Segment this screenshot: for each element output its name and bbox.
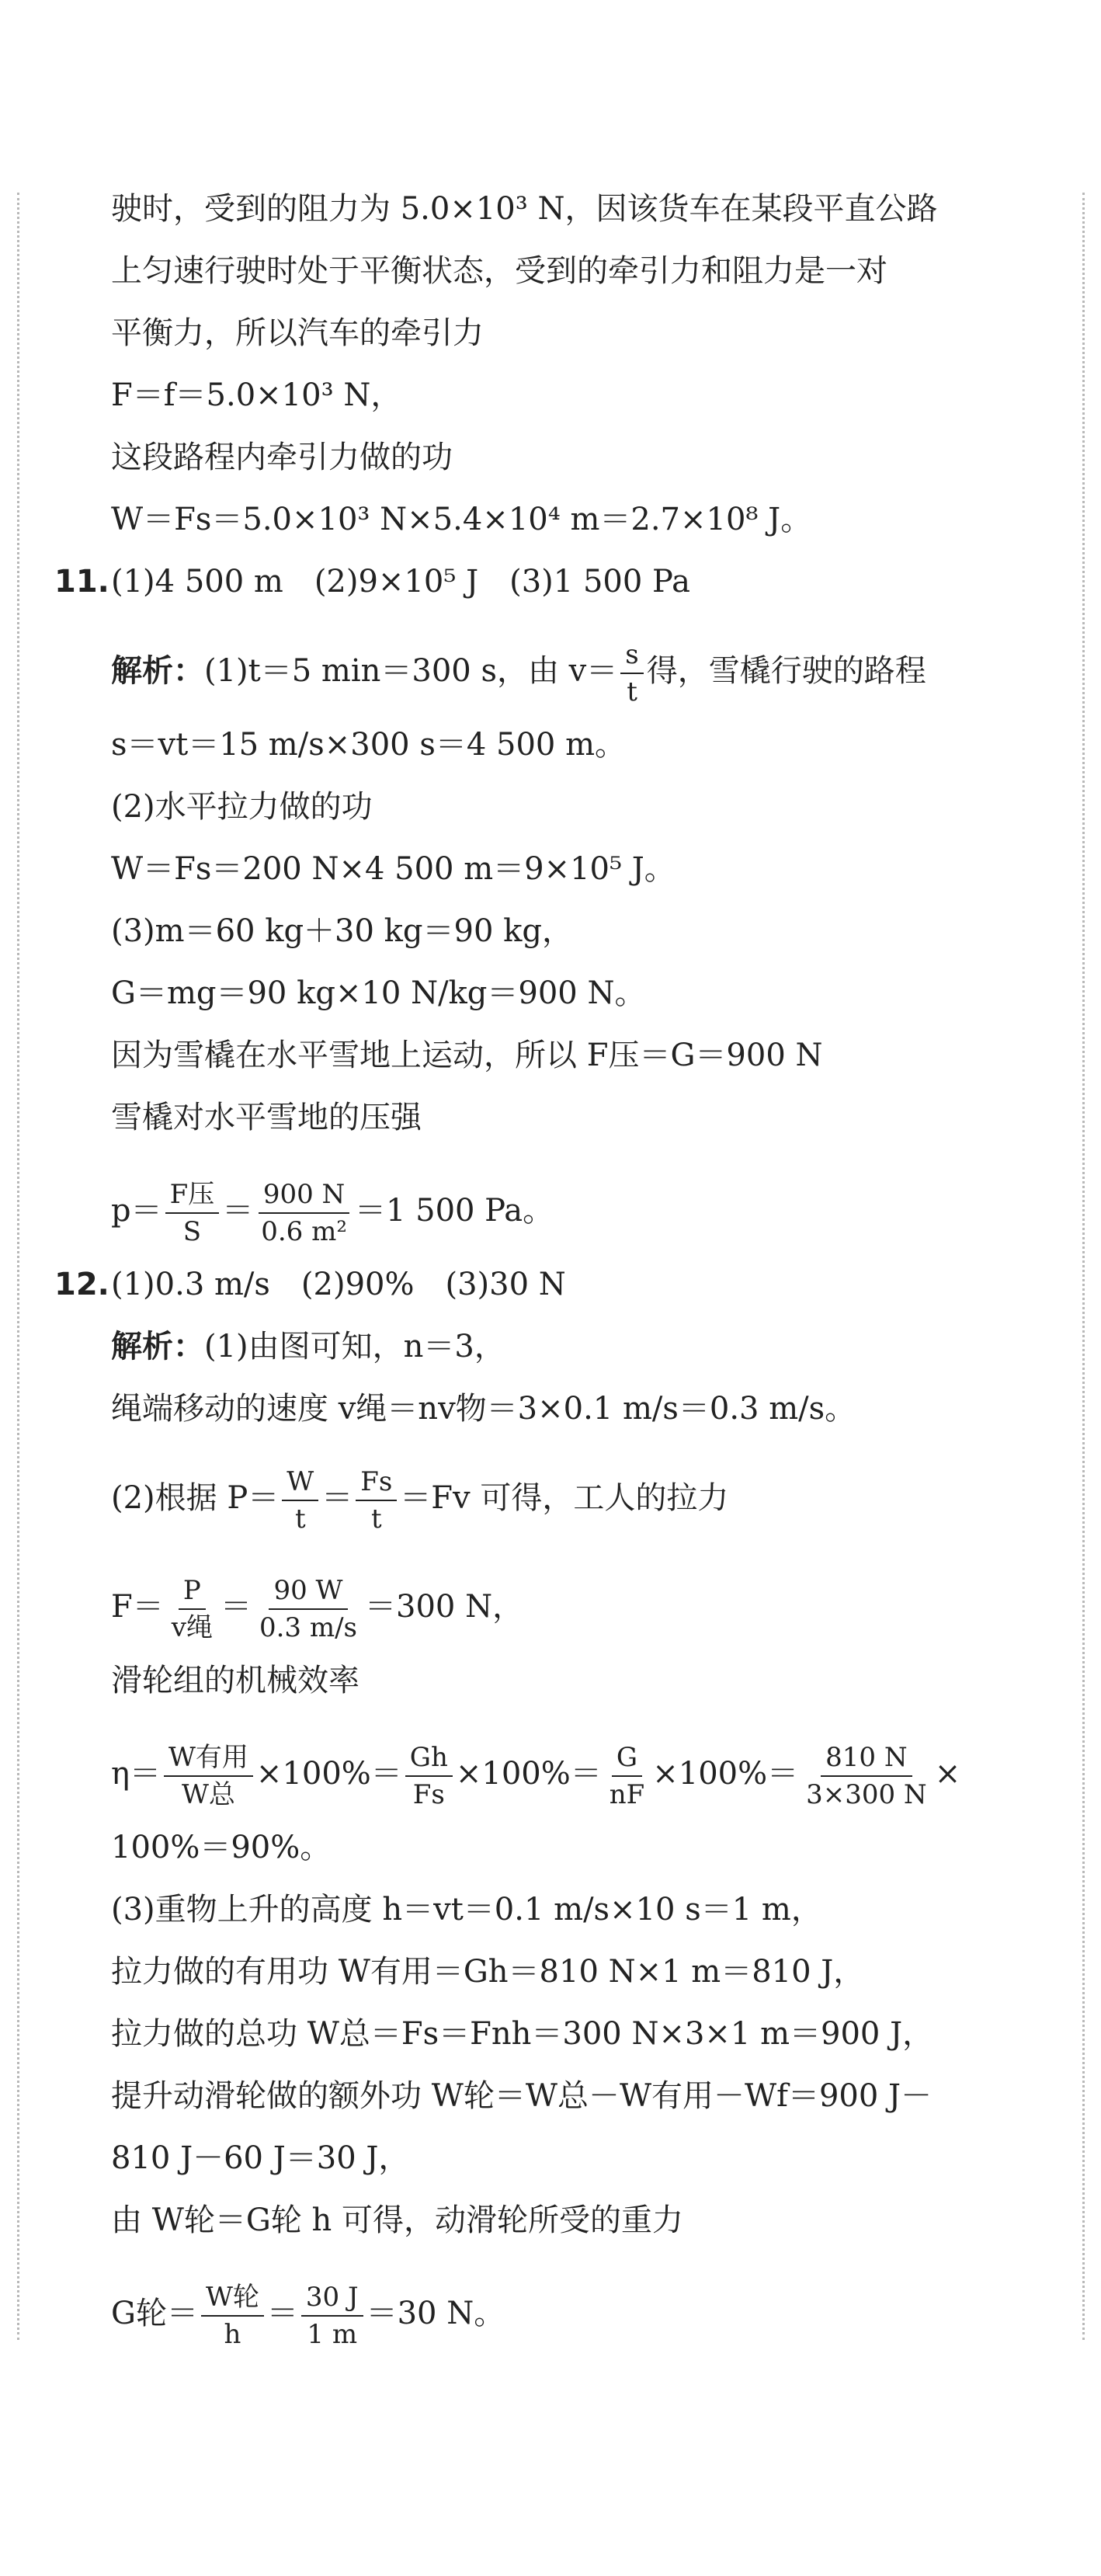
fraction-numerator: G <box>612 1744 642 1777</box>
fraction-denominator: S <box>182 1216 202 1247</box>
text-run: p＝ <box>111 1193 162 1229</box>
text-run: F＝ <box>111 1589 164 1625</box>
fraction-denominator: t <box>370 1504 382 1535</box>
fraction <box>620 641 643 705</box>
fraction <box>255 1577 362 1641</box>
right-dotted-border <box>1082 193 1085 2340</box>
text-run: 得，雪橇行驶的路程 <box>646 653 926 689</box>
fraction <box>801 1744 932 1808</box>
fraction <box>256 1181 352 1245</box>
text-run: G轮＝ <box>111 2296 198 2331</box>
analysis-label: 解析： <box>111 653 204 689</box>
fraction-denominator: 0.6 m² <box>261 1216 347 1247</box>
fraction-denominator: v绳 <box>171 1612 213 1643</box>
text-run: ×100%＝ <box>455 1756 602 1792</box>
fraction-numerator: W轮 <box>201 2284 264 2317</box>
question-number-12: 12. <box>54 1267 109 1302</box>
fraction-numerator: 810 N <box>821 1744 912 1777</box>
text-line: W＝Fs＝5.0×10³ N×5.4×10⁴ m＝2.7×10⁸ J。 <box>111 502 812 537</box>
text-line: 810 J－60 J＝30 J， <box>111 2140 410 2176</box>
text-line: 雪橇对水平雪地的压强 <box>111 1100 422 1135</box>
fraction <box>201 2284 264 2348</box>
left-dotted-border <box>17 193 19 2340</box>
text-line: 上匀速行驶时处于平衡状态，受到的牵引力和阻力是一对 <box>111 253 887 289</box>
text-line: 这段路程内牵引力做的功 <box>111 440 453 475</box>
fraction-numerator: 30 J <box>301 2284 363 2317</box>
text-line: 提升动滑轮做的额外功 W轮＝W总－W有用－Wf＝900 J－ <box>111 2078 933 2114</box>
text-run: ＝1 500 Pa。 <box>354 1193 554 1229</box>
text-run: (1)t＝5 min＝300 s，由 v＝ <box>204 653 618 689</box>
fraction-numerator: Gh <box>405 1744 453 1777</box>
text-line: 滑轮组的机械效率 <box>111 1663 359 1698</box>
q12-force-formula <box>111 1577 1054 1641</box>
fraction-denominator: 0.3 m/s <box>259 1612 358 1643</box>
text-line: 100%＝90%。 <box>111 1830 332 1865</box>
fraction-denominator: h <box>224 2319 241 2350</box>
text-run: ＝ <box>266 2296 298 2331</box>
fraction-denominator: nF <box>609 1779 645 1810</box>
text-line: 平衡力，所以汽车的牵引力 <box>111 315 484 351</box>
text-line: 由 W轮＝G轮 h 可得，动滑轮所受的重力 <box>111 2202 683 2238</box>
q11-answer: (1)4 500 m (2)9×10⁵ J (3)1 500 Pa <box>111 564 690 600</box>
fraction-denominator: t <box>627 676 637 707</box>
text-run: ＝ <box>321 1480 353 1516</box>
fraction-numerator: s <box>620 641 643 674</box>
text-line: G＝mg＝90 kg×10 N/kg＝900 N。 <box>111 975 646 1011</box>
text-line: 驶时，受到的阻力为 5.0×10³ N，因该货车在某段平直公路 <box>111 191 938 227</box>
text-line: (3)m＝60 kg＋30 kg＝90 kg， <box>111 913 573 949</box>
text-run: ＝ <box>222 1193 254 1229</box>
fraction-denominator: 1 m <box>307 2319 358 2350</box>
text-run: ×100%＝ <box>652 1756 799 1792</box>
text-line: 因为雪橇在水平雪地上运动，所以 F压＝G＝900 N <box>111 1038 823 1073</box>
fraction-denominator: t <box>294 1504 306 1535</box>
fraction <box>167 1577 217 1641</box>
text-run: ×100%＝ <box>255 1756 402 1792</box>
fraction-numerator: 90 W <box>269 1577 347 1610</box>
text-run: (1)由图可知，n＝3， <box>204 1329 505 1364</box>
fraction-numerator: W有用 <box>164 1744 253 1777</box>
fraction <box>356 1466 397 1535</box>
q11-pressure-formula <box>111 1181 1054 1245</box>
q12-efficiency-formula <box>111 1744 1054 1808</box>
fraction <box>605 1744 650 1808</box>
fraction-numerator: 900 N <box>259 1181 349 1214</box>
text-run: × <box>934 1756 961 1792</box>
text-run: ＝ <box>220 1589 252 1625</box>
fraction <box>165 1181 220 1245</box>
fraction-denominator: W总 <box>181 1779 235 1810</box>
text-run: ＝Fv 可得，工人的拉力 <box>400 1480 729 1516</box>
fraction <box>301 2284 363 2348</box>
text-line: 拉力做的有用功 W有用＝Gh＝810 N×1 m＝810 J， <box>111 1954 865 1990</box>
text-run: η＝ <box>111 1756 161 1792</box>
fraction-denominator: 3×300 N <box>806 1779 927 1810</box>
q11-analysis-line <box>111 641 1054 705</box>
fraction <box>282 1466 318 1535</box>
text-line: s＝vt＝15 m/s×300 s＝4 500 m。 <box>111 727 627 763</box>
text-line: 绳端移动的速度 v绳＝nv物＝3×0.1 m/s＝0.3 m/s。 <box>111 1391 856 1427</box>
fraction <box>405 1744 453 1808</box>
q12-analysis-line <box>111 1325 1054 1368</box>
text-run: (2)根据 P＝ <box>111 1480 280 1516</box>
fraction-numerator: F压 <box>165 1181 220 1214</box>
fraction <box>164 1744 253 1808</box>
q12-power-formula <box>111 1466 1054 1535</box>
text-line: W＝Fs＝200 N×4 500 m＝9×10⁵ J。 <box>111 851 676 887</box>
text-line: F＝f＝5.0×10³ N， <box>111 377 402 413</box>
q12-answer: (1)0.3 m/s (2)90% (3)30 N <box>111 1267 566 1302</box>
text-line: (3)重物上升的高度 h＝vt＝0.1 m/s×10 s＝1 m， <box>111 1892 822 1928</box>
text-line: 拉力做的总功 W总＝Fs＝Fnh＝300 N×3×1 m＝900 J， <box>111 2016 934 2052</box>
text-run: ＝30 N。 <box>366 2296 505 2331</box>
analysis-label: 解析： <box>111 1329 204 1364</box>
fraction-numerator: Fs <box>356 1469 397 1501</box>
q12-pulley-weight-formula <box>111 2284 1054 2348</box>
text-line: (2)水平拉力做的功 <box>111 789 373 825</box>
text-run: ＝300 N， <box>365 1589 524 1625</box>
fraction-denominator: Fs <box>412 1779 445 1810</box>
fraction-numerator: P <box>179 1577 206 1610</box>
question-number-11: 11. <box>54 564 109 600</box>
fraction-numerator: W <box>282 1469 318 1501</box>
